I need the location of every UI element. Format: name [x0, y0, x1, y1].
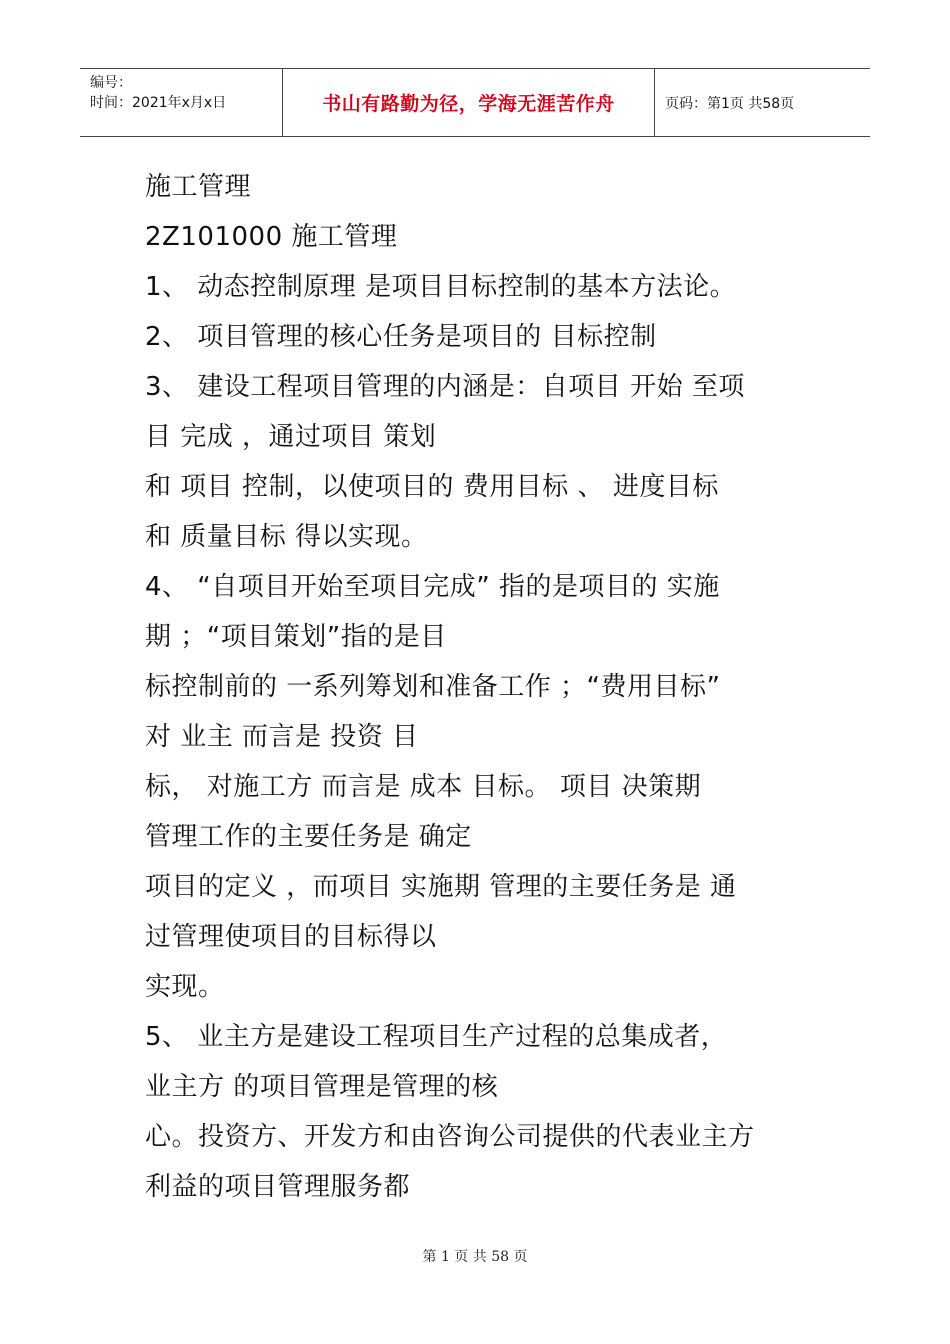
body-line: 2、 项目管理的核心任务是项目的 目标控制 [145, 322, 657, 352]
body-line: 项目的定义 ，而项目 实施期 管理的主要任务是 通 [145, 872, 737, 902]
document-body [145, 162, 815, 1212]
body-line: 标控制前的 一系列筹划和准备工作 ；“费用目标” [145, 672, 721, 702]
body-line: 和 项目 控制，以使项目的 费用目标 、 进度目标 [145, 472, 719, 502]
body-line: 对 业主 而言是 投资 目 [145, 722, 419, 752]
body-line: 过管理使项目的目标得以 [145, 922, 437, 952]
body-line: 1、 动态控制原理 是项目目标控制的基本方法论。 [145, 272, 737, 302]
header-motto: 书山有路勤为径，学海无涯苦作舟 [322, 93, 615, 115]
document-header [80, 68, 870, 137]
header-motto-cell [283, 69, 655, 136]
body-line: 管理工作的主要任务是 确定 [145, 822, 472, 852]
body-line: 施工管理 [145, 172, 252, 202]
header-page-info: 页码：第1页 共58页 [665, 95, 795, 112]
body-line: 4、 “自项目开始至项目完成” 指的是项目的 实施 [145, 572, 720, 602]
header-number-label: 编号： [90, 75, 132, 91]
footer-page-number: 第 1 页 共 58 页 [422, 1249, 528, 1265]
body-line: 5、 业主方是建设工程项目生产过程的总集成者， [145, 1022, 728, 1052]
header-page-cell [655, 69, 870, 136]
body-line: 期 ；“项目策划”指的是目 [145, 622, 447, 652]
body-line: 3、 建设工程项目管理的内涵是：自项目 开始 至项 [145, 372, 745, 402]
body-line: 和 质量目标 得以实现。 [145, 522, 428, 552]
header-date-label: 时间：2021年x月x日 [90, 95, 227, 111]
body-line: 2Z101000 施工管理 [145, 222, 398, 252]
body-line: 实现。 [145, 972, 225, 1002]
header-meta-cell [80, 69, 283, 136]
body-line: 业主方 的项目管理是管理的核 [145, 1072, 499, 1102]
body-line: 目 完成 ，通过项目 策划 [145, 422, 437, 452]
body-line: 利益的项目管理服务都 [145, 1172, 411, 1202]
page-footer [0, 1246, 950, 1266]
body-line: 心。投资方、开发方和由咨询公司提供的代表业主方 [145, 1122, 755, 1152]
body-line: 标， 对施工方 而言是 成本 目标。 项目 决策期 [145, 772, 702, 802]
